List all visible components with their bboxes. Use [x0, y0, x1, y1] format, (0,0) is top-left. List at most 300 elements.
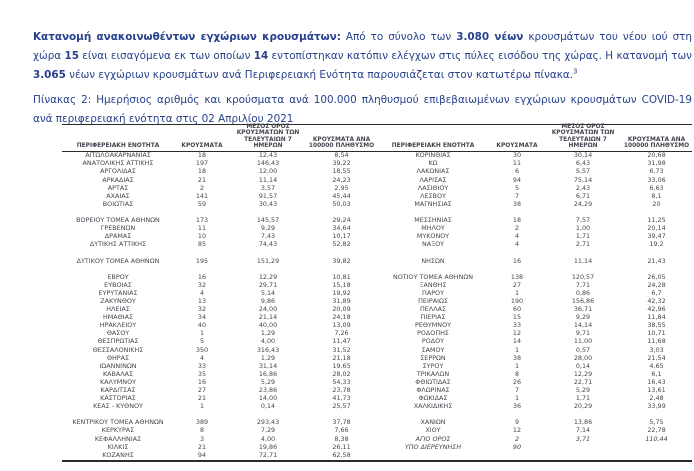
cell-per100k: 34,64 [332, 225, 351, 233]
cell-cases: 90 [512, 443, 522, 451]
cell-region: ΑΝΑΤΟΛΙΚΗΣ ΑΤΤΙΚΗΣ [82, 160, 154, 168]
cell-avg7: 120,57 [571, 273, 595, 281]
cell-region: ΑΡΓΟΛΙΔΑΣ [100, 168, 136, 176]
cell-region: ΘΗΡΑΣ [106, 354, 130, 362]
cell-avg7: 9,86 [260, 297, 276, 305]
cell-avg7: 7,43 [260, 233, 276, 241]
cell-avg7: 5,29 [575, 387, 591, 395]
cell-cases: 60 [512, 306, 522, 314]
cell-region: ΚΕΡΚΥΡΑΣ [101, 427, 135, 435]
intro-lead-bold: Κατανομή ανακοινωθέντων εγχώριων κρουσμάτων: [33, 31, 341, 44]
cell-avg7: 12,29 [573, 370, 593, 378]
footnote-ref: 3 [573, 67, 578, 76]
table-row [62, 443, 692, 451]
cell-avg7: 2,71 [575, 241, 591, 249]
table-row [62, 306, 692, 314]
cell-region: ΔΥΤΙΚΗΣ ΑΤΤΙΚΗΣ [89, 241, 147, 249]
cell-cases: 10 [197, 233, 207, 241]
cell-per100k: 21,43 [647, 257, 666, 265]
cell-cases: 18 [197, 168, 207, 176]
table-row [62, 338, 692, 346]
cell-cases: 30 [512, 152, 522, 160]
cell-avg7: 75,14 [573, 176, 593, 184]
cell-per100k: 42,32 [647, 297, 666, 305]
cell-cases: 1 [514, 346, 520, 354]
cell-cases: 40 [197, 322, 207, 330]
table-spacer-row [62, 209, 692, 217]
table-row [62, 403, 692, 411]
cell-region: ΡΟΔΟΠΗΣ [417, 330, 449, 338]
cell-per100k: 31,89 [332, 297, 351, 305]
cell-per100k: 2,48 [649, 395, 664, 403]
cell-region: ΛΑΡΙΣΑΣ [419, 176, 447, 184]
cell-per100k: 21,18 [332, 354, 351, 362]
cell-region: ΗΜΑΘΙΑΣ [102, 314, 133, 322]
cell-per100k: 19,2 [649, 241, 664, 249]
cell-per100k: 25,57 [332, 403, 351, 411]
cell-cases: 4 [514, 233, 520, 241]
cell-cases: 21 [197, 395, 207, 403]
cell-avg7: 36,71 [573, 306, 593, 314]
table-row [62, 152, 692, 160]
cell-per100k: 42,96 [647, 306, 666, 314]
cell-avg7: 1,00 [575, 225, 591, 233]
cell-avg7: 7,57 [575, 217, 591, 225]
cell-per100k: 20,09 [332, 306, 351, 314]
cell-avg7: 4,00 [260, 338, 276, 346]
cell-per100k: 39,47 [647, 233, 666, 241]
table-row [62, 241, 692, 249]
cell-avg7: 19,86 [258, 443, 278, 451]
table-row [62, 379, 692, 387]
cell-avg7: 5,14 [260, 289, 276, 297]
cell-avg7: 14,14 [573, 322, 593, 330]
cell-avg7: 146,43 [256, 160, 280, 168]
cell-avg7: 1,29 [260, 330, 276, 338]
cell-region: ΗΛΕΙΑΣ [106, 306, 130, 314]
table-row [62, 290, 692, 298]
cell-avg7: 28,00 [573, 354, 593, 362]
cell-avg7: 7,14 [575, 427, 591, 435]
cell-region: ΤΡΙΚΑΛΩΝ [416, 370, 450, 378]
cell-cases: 6 [514, 168, 520, 176]
cell-region: ΑΧΑΪΑΣ [106, 192, 130, 200]
cell-cases: 1 [199, 330, 205, 338]
cell-per100k: 62,58 [332, 451, 351, 459]
cell-region: ΣΑΜΟΥ [421, 346, 445, 354]
cell-region: ΙΩΑΝΝΙΝΩΝ [99, 362, 137, 370]
regional-cases-table [62, 124, 692, 462]
cell-cases: 2 [514, 225, 520, 233]
cell-cases: 1 [514, 289, 520, 297]
table-row [62, 217, 692, 225]
cell-region: ΧΑΝΙΩΝ [420, 419, 446, 427]
cell-per100k: 38,55 [647, 322, 666, 330]
cell-per100k: 11,25 [647, 217, 666, 225]
cell-per100k: 33,06 [647, 176, 666, 184]
cell-region: ΜΕΣΣΗΝΙΑΣ [414, 217, 452, 225]
cell-per100k: 11,84 [647, 314, 666, 322]
cell-cases: 3 [199, 435, 205, 443]
cell-per100k: 11,68 [647, 338, 666, 346]
table-row [62, 273, 692, 281]
cell-region: ΘΕΣΠΡΩΤΙΑΣ [97, 338, 139, 346]
table-row [62, 419, 692, 427]
cell-per100k: 6,63 [649, 184, 664, 192]
cell-avg7: 12,43 [258, 152, 278, 160]
cell-per100k: 8,38 [334, 435, 349, 443]
table-row [62, 225, 692, 233]
cell-avg7: 145,57 [256, 217, 280, 225]
cell-avg7: 2,43 [575, 184, 591, 192]
cell-region: ΦΛΩΡΙΝΑΣ [416, 387, 450, 395]
cell-region: ΧΑΛΚΙΔΙΚΗΣ [413, 403, 453, 411]
cell-cases: 12 [512, 427, 522, 435]
table-spacer-row [62, 249, 692, 257]
cell-region: ΕΒΡΟΥ [107, 273, 129, 281]
cell-cases: 8 [199, 427, 205, 435]
header-per100k-right: ΚΡΟΥΣΜΑΤΑ ΑΝΑ 100000 ΠΛΗΘΥΣΜΟ [623, 136, 690, 150]
cell-per100k: 22,78 [647, 427, 666, 435]
cell-cases: 141 [195, 192, 209, 200]
cell-cases: 5 [514, 184, 520, 192]
cell-per100k: 7,66 [334, 427, 349, 435]
cell-cases: 16 [512, 257, 522, 265]
cell-per100k: 26,05 [647, 273, 666, 281]
cell-per100k: 11,47 [332, 338, 351, 346]
table-row [62, 330, 692, 338]
cell-cases: 27 [197, 387, 207, 395]
cell-per100k: 6,7 [651, 289, 662, 297]
cell-cases: 85 [197, 241, 207, 249]
cell-cases: 195 [195, 257, 209, 265]
cell-per100k: 10,71 [647, 330, 666, 338]
cell-cases: 59 [197, 200, 207, 208]
intro-text-2: κρουσμάτων του νέου ιού στη χώρα [33, 31, 693, 63]
cell-region: ΚΕΝΤΡΙΚΟΥ ΤΟΜΕΑ ΑΘΗΝΩΝ [72, 419, 164, 427]
intro-bold-domestic: 3.065 [33, 69, 66, 82]
cell-per100k: 41,73 [332, 395, 351, 403]
table-caption: Πίνακας 2: Ημερήσιος αριθμός και κρούσματα ανά 100.000 πληθυσμού επιβεβαιωμένων εγχώριων κρουσμάτων COVID-19 ανά περιφερειακή ενότητα στις 02 Απριλίου 2021 [33, 94, 692, 126]
table-row [62, 362, 692, 370]
intro-paragraph [33, 28, 692, 85]
cell-region: ΚΕΑΣ - ΚΥΘΝΟΥ [93, 403, 143, 411]
cell-per100k: 19,92 [332, 289, 351, 297]
cell-per100k: 8,54 [334, 152, 349, 160]
cell-region: ΑΓΙΟ ΟΡΟΣ [415, 435, 451, 443]
cell-region: ΕΥΒΟΙΑΣ [104, 281, 132, 289]
cell-region: ΦΩΚΙΔΑΣ [418, 395, 448, 403]
table-row [62, 395, 692, 403]
cell-cases: 26 [512, 378, 522, 386]
cell-per100k: 29,24 [332, 217, 351, 225]
cell-per100k: 13,09 [332, 322, 351, 330]
table-row [62, 160, 692, 168]
cell-cases: 8 [514, 370, 520, 378]
table-row [62, 387, 692, 395]
cell-cases: 138 [510, 273, 524, 281]
cell-per100k: 33,99 [647, 403, 666, 411]
cell-region: ΛΕΣΒΟΥ [420, 192, 446, 200]
cell-per100k: 21,54 [647, 354, 666, 362]
cell-cases: 389 [195, 419, 209, 427]
table-row [62, 282, 692, 290]
cell-per100k: 20,14 [647, 225, 666, 233]
cell-region: ΜΥΚΟΝΟΥ [416, 233, 450, 241]
cell-cases: 21 [197, 443, 207, 451]
cell-per100k: 26,11 [332, 443, 351, 451]
intro-bold-gates: 14 [253, 50, 269, 63]
cell-per100k: 6,73 [649, 168, 664, 176]
cell-avg7: 12,00 [258, 168, 278, 176]
cell-per100k: 39,82 [332, 257, 351, 265]
cell-avg7: 40,00 [258, 322, 278, 330]
cell-avg7: 293,43 [256, 419, 280, 427]
cell-cases: 5 [199, 338, 205, 346]
cell-avg7: 31,14 [258, 362, 278, 370]
cell-region: ΚΑΛΥΜΝΟΥ [99, 378, 137, 386]
cell-per100k: 5,75 [649, 419, 664, 427]
cell-avg7: 1,71 [575, 233, 591, 241]
cell-avg7: 23,86 [258, 387, 278, 395]
cell-avg7: 74,43 [258, 241, 278, 249]
cell-per100k: 45,44 [332, 192, 351, 200]
cell-avg7: 151,29 [256, 257, 280, 265]
cell-per100k: 20 [652, 200, 661, 208]
cell-region: ΜΑΓΝΗΣΙΑΣ [414, 200, 452, 208]
header-cases-left: ΚΡΟΥΣΜΑΤΑ [181, 143, 223, 150]
cell-per100k: 110,44 [645, 435, 668, 443]
cell-avg7: 14,00 [258, 395, 278, 403]
cell-avg7: 30,43 [258, 200, 278, 208]
cell-avg7: 11,14 [258, 176, 278, 184]
table-header-row [62, 125, 692, 152]
cell-cases: 36 [512, 403, 522, 411]
cell-per100k: 28,02 [332, 370, 351, 378]
cell-region: ΠΙΕΡΙΑΣ [420, 314, 446, 322]
cell-avg7: 1,29 [260, 354, 276, 362]
cell-region: ΞΑΝΘΗΣ [419, 281, 447, 289]
cell-region: ΚΕΦΑΛΛΗΝΙΑΣ [94, 435, 142, 443]
cell-avg7: 21,14 [258, 314, 278, 322]
cell-avg7: 9,29 [575, 314, 591, 322]
cell-cases: 9 [514, 419, 520, 427]
cell-region: ΘΑΣΟΥ [106, 330, 130, 338]
cell-region: ΛΑΣΙΘΙΟΥ [417, 184, 449, 192]
cell-per100k: 2,95 [334, 184, 349, 192]
cell-per100k: 10,81 [332, 273, 351, 281]
table-body [62, 152, 692, 460]
cell-avg7: 24,29 [573, 200, 593, 208]
cell-cases: 94 [512, 176, 522, 184]
header-avg7-right: ΜΕΣΟΣ ΟΡΟΣ ΚΡΟΥΣΜΑΤΩΝ ΤΩΝ ΤΕΛΕΥΤΑΙΩΝ 7 ΗΜΕΡΩΝ [551, 123, 615, 150]
cell-region: ΝΑΞΟΥ [421, 241, 445, 249]
cell-avg7: 16,86 [258, 370, 278, 378]
cell-avg7: 0,14 [575, 362, 591, 370]
cell-region: ΖΑΚΥΝΘΟΥ [100, 297, 136, 305]
header-avg7-left: ΜΕΣΟΣ ΟΡΟΣ ΚΡΟΥΣΜΑΤΩΝ ΤΩΝ ΤΕΛΕΥΤΑΙΩΝ 7 ΗΜΕΡΩΝ [236, 123, 300, 150]
cell-per100k: 20,68 [647, 152, 666, 160]
cell-per100k: 15,18 [332, 281, 351, 289]
table-row [62, 427, 692, 435]
cell-region: ΔΥΤΙΚΟΥ ΤΟΜΕΑ ΑΘΗΝΩΝ [76, 257, 160, 265]
cell-avg7: 12,29 [258, 273, 278, 281]
cell-per100k: 24,18 [332, 314, 351, 322]
cell-avg7: 22,71 [573, 378, 593, 386]
cell-region: ΚΩ [428, 160, 438, 168]
cell-per100k: 24,28 [647, 281, 666, 289]
cell-avg7: 24,00 [258, 306, 278, 314]
cell-cases: 4 [514, 241, 520, 249]
cell-region: ΑΡΚΑΔΙΑΣ [102, 176, 134, 184]
cell-per100k: 13,61 [647, 387, 666, 395]
table-row [62, 201, 692, 209]
header-region-left: ΠΕΡΙΦΕΡΕΙΑΚΗ ΕΝΟΤΗΤΑ [76, 143, 160, 150]
table-row [62, 192, 692, 200]
cell-avg7: 72,71 [258, 451, 278, 459]
header-region-right: ΠΕΡΙΦΕΡΕΙΑΚΗ ΕΝΟΤΗΤΑ [391, 143, 475, 150]
intro-text-5: νέων εγχώριων κρουσμάτων ανά Περιφερειακή Ενότητα παρουσιάζεται στον κατωτέρω πίνακα. [65, 69, 573, 82]
table-row [62, 346, 692, 354]
cell-avg7: 13,86 [573, 419, 593, 427]
cell-region: ΚΑΡΔΙΤΣΑΣ [100, 387, 136, 395]
table-row [62, 257, 692, 265]
cell-cases: 12 [512, 330, 522, 338]
cell-cases: 7 [514, 387, 520, 395]
cell-region: ΚΟΖΑΝΗΣ [102, 451, 134, 459]
cell-avg7: 30,14 [573, 152, 593, 160]
cell-avg7: 9,71 [575, 330, 591, 338]
cell-avg7: 6,43 [575, 160, 591, 168]
cell-per100k: 23,78 [332, 387, 351, 395]
cell-per100k: 16,43 [647, 378, 666, 386]
cell-cases: 14 [512, 338, 522, 346]
cell-avg7: 3,71 [575, 435, 591, 443]
cell-avg7: 11,00 [573, 338, 593, 346]
cell-cases: 18 [197, 152, 207, 160]
cell-region: ΣΕΡΡΩΝ [420, 354, 446, 362]
header-per100k-left: ΚΡΟΥΣΜΑΤΑ ΑΝΑ 100000 ΠΛΗΘΥΣΜΟ [308, 136, 375, 150]
cell-region: ΡΟΔΟΥ [421, 338, 445, 346]
table-row [62, 435, 692, 443]
cell-cases: 21 [197, 176, 207, 184]
cell-cases: 16 [197, 273, 207, 281]
cell-avg7: 0,14 [260, 403, 276, 411]
intro-text-3: είναι εισαγόμενα εκ των οποίων [78, 50, 254, 63]
table-row [62, 371, 692, 379]
cell-per100k: 54,33 [332, 378, 351, 386]
cell-cases: 32 [197, 306, 207, 314]
cell-cases: 94 [197, 451, 207, 459]
cell-cases: 13 [197, 297, 207, 305]
cell-avg7: 7,71 [575, 281, 591, 289]
cell-per100k: 50,03 [332, 200, 351, 208]
cell-per100k: 24,23 [332, 176, 351, 184]
cell-avg7: 5,57 [575, 168, 591, 176]
cell-region: ΑΡΤΑΣ [107, 184, 129, 192]
cell-region: ΒΟΙΩΤΙΑΣ [102, 200, 134, 208]
header-cases-right: ΚΡΟΥΣΜΑΤΑ [496, 143, 538, 150]
cell-per100k: 3,03 [649, 346, 664, 354]
cell-avg7: 91,57 [258, 192, 278, 200]
cell-cases: 1 [199, 403, 205, 411]
cell-avg7: 156,86 [571, 297, 595, 305]
cell-cases: 4 [199, 354, 205, 362]
intro-bold-imported: 15 [64, 50, 79, 63]
table-row [62, 298, 692, 306]
cell-per100k: 18,55 [332, 168, 351, 176]
cell-cases: 18 [512, 217, 522, 225]
cell-cases: 1 [514, 395, 520, 403]
cell-avg7: 9,29 [260, 225, 276, 233]
cell-cases: 38 [512, 354, 522, 362]
cell-region: ΗΡΑΚΛΕΙΟΥ [99, 322, 137, 330]
cell-region: ΔΡΑΜΑΣ [104, 233, 132, 241]
cell-region: ΕΥΡΥΤΑΝΙΑΣ [98, 289, 138, 297]
table-row [62, 184, 692, 192]
cell-per100k: 6,1 [651, 370, 662, 378]
cell-region: ΚΑΣΤΟΡΙΑΣ [100, 395, 136, 403]
intro-text-4: εντοπίστηκαν κατόπιν ελέγχων στις πύλες εισόδου της χώρας. Η κατανομή των [268, 50, 692, 63]
cell-avg7: 1,71 [575, 395, 591, 403]
cell-avg7: 7,29 [260, 427, 276, 435]
cell-cases: 15 [512, 314, 522, 322]
table-row [62, 233, 692, 241]
cell-region: ΥΠΟ ΔΙΕΡΕΥΝΗΣΗ [404, 443, 462, 451]
cell-region: ΚΙΛΚΙΣ [107, 443, 129, 451]
cell-cases: 197 [195, 160, 209, 168]
cell-cases: 173 [195, 217, 209, 225]
cell-region: ΓΡΕΒΕΝΩΝ [100, 225, 136, 233]
cell-per100k: 52,82 [332, 241, 351, 249]
cell-per100k: 19,65 [332, 362, 351, 370]
cell-region: ΠΕΙΡΑΙΩΣ [418, 297, 448, 305]
cell-region: ΝΟΤΙΟΥ ΤΟΜΕΑ ΑΘΗΝΩΝ [392, 273, 474, 281]
cell-cases: 35 [197, 370, 207, 378]
cell-per100k: 31,98 [647, 160, 666, 168]
cell-cases: 16 [197, 378, 207, 386]
cell-region: ΜΗΛΟΥ [421, 225, 445, 233]
cell-region: ΠΑΡΟΥ [422, 289, 444, 297]
cell-avg7: 316,43 [256, 346, 280, 354]
cell-cases: 1 [514, 362, 520, 370]
cell-cases: 7 [514, 192, 520, 200]
cell-region: ΠΕΛΛΑΣ [420, 306, 446, 314]
cell-avg7: 29,71 [258, 281, 278, 289]
table-row [62, 176, 692, 184]
table-row [62, 168, 692, 176]
cell-cases: 33 [197, 362, 207, 370]
cell-cases: 350 [195, 346, 209, 354]
cell-avg7: 0,57 [575, 346, 591, 354]
cell-per100k: 10,17 [332, 233, 351, 241]
table-spacer-row [62, 265, 692, 273]
cell-avg7: 20,29 [573, 403, 593, 411]
cell-cases: 190 [510, 297, 524, 305]
table-row [62, 451, 692, 459]
cell-region: ΦΘΙΩΤΙΔΑΣ [415, 378, 451, 386]
cell-avg7: 6,71 [575, 192, 591, 200]
cell-cases: 4 [199, 289, 205, 297]
cell-per100k: 37,78 [332, 419, 351, 427]
cell-cases: 11 [512, 160, 522, 168]
cell-per100k: 31,52 [332, 346, 351, 354]
cell-cases: 38 [512, 200, 522, 208]
cell-per100k: 39,22 [332, 160, 351, 168]
cell-region: ΡΕΘΥΜΝΟΥ [414, 322, 452, 330]
cell-region: ΣΥΡΟΥ [422, 362, 444, 370]
cell-avg7: 4,00 [260, 435, 276, 443]
